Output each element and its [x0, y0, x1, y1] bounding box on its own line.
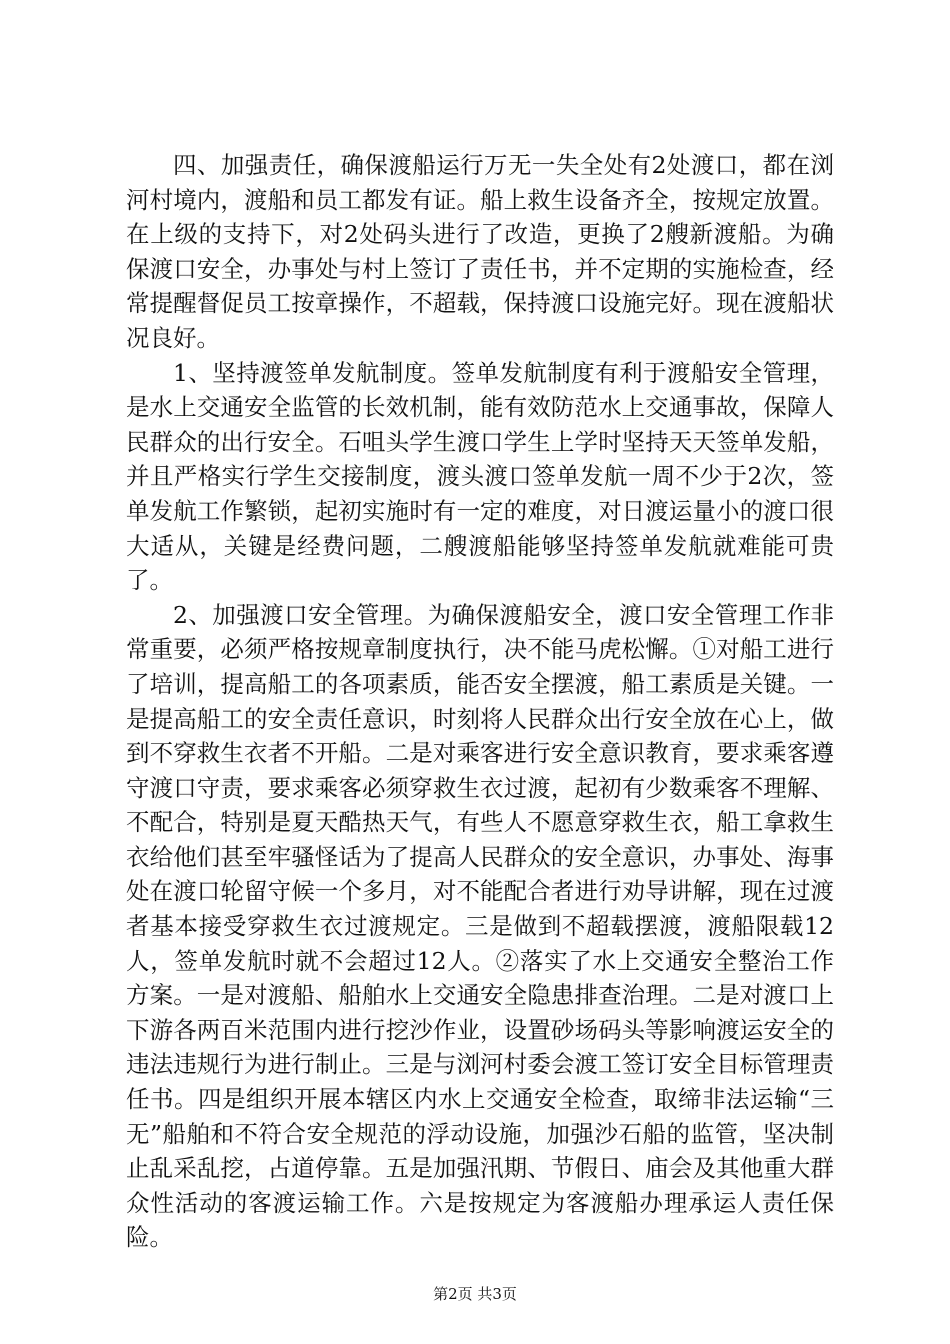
paragraph-ferry-responsibility: 四、加强责任，确保渡船运行万无一失全处有2处渡口，都在浏河村境内，渡船和员工都发有证。船上救生设备齐全，按规定放置。在上级的支持下，对2处码头进行了改造，更换了2艘新渡船。为确保渡口安全，办事处与村上签订了责任书，并不定期的实施检查，经常提醒督促员工按章操作，不超载，保持渡口设施完好。现在渡船状况良好。 [126, 151, 834, 352]
paragraph-sign-off-system: 1、坚持渡签单发航制度。签单发航制度有利于渡船安全管理，是水上交通安全监管的长效机制，能有效防范水上交通事故，保障人民群众的出行安全。石咀头学生渡口学生上学时坚持天天签单发船，并且严格实行学生交接制度，渡头渡口签单发航一周不少于2次，签单发航工作繁锁，起初实施时有一定的难度，对日渡运量小的渡口很大适从，关键是经费问题，二艘渡船能够坚持签单发航就难能可贵了。 [126, 358, 834, 595]
document-body [126, 148, 834, 1255]
paragraph-ferry-safety-management: 2、加强渡口安全管理。为确保渡船安全，渡口安全管理工作非常重要，必须严格按规章制度执行，决不能马虎松懈。①对船工进行了培训，提高船工的各项素质，能否安全摆渡，船工素质是关键。一是提高船工的安全责任意识，时刻将人民群众出行安全放在心上，做到不穿救生衣者不开船。二是对乘客进行安全意识教育，要求乘客遵守渡口守责，要求乘客必须穿救生衣过渡，起初有少数乘客不理解、不配合，特别是夏天酷热天气，有些人不愿意穿救生衣，船工拿救生衣给他们甚至牢骚怪话为了提高人民群众的安全意识，办事处、海事处在渡口轮留守候一个多月，对不能配合者进行劝导讲解，现在过渡者基本接受穿救生衣过渡规定。三是做到不超载摆渡，渡船限载12人，签单发航时就不会超过12人。②落实了水上交通安全整治工作方案。一是对渡船、船舶水上交通安全隐患排查治理。二是对渡口上下游各两百米范围内进行挖沙作业，设置砂场码头等影响渡运安全的违法违规行为进行制止。三是与浏河村委会渡工签订安全目标管理责任书。四是组织开展本辖区内水上交通安全检查，取缔非法运输“三无”船舶和不符合安全规范的浮动设施，加强沙石船的监管，坚决制止乱采乱挖，占道停靠。五是加强汛期、节假日、庙会及其他重大群众性活动的客渡运输工作。六是按规定为客渡船办理承运人责任保险。 [126, 600, 834, 1252]
page-footer: 第2页 共3页 [433, 1285, 517, 1303]
